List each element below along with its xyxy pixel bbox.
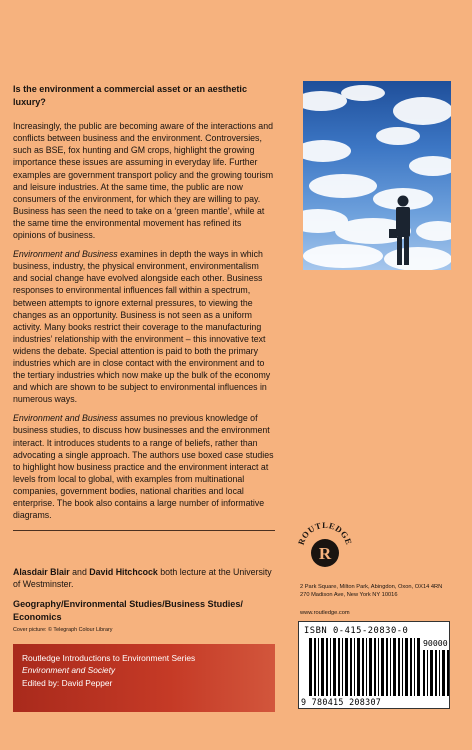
series-name: Routledge Introductions to Environment Series <box>22 653 196 663</box>
blurb-paragraph-3-text: assumes no previous knowledge of business studies, to discuss how businesses and the environment interact. It introduces students to a range of beliefs, rather than advocating a single approach. The authors use boxed case studies to highlight how business practice and the environment interact at levels from local to global, with examples from multinational companies, government bodies, national charities and local enterprise. The book also contains a large number of informative diagrams. <box>13 413 274 521</box>
publisher-address-us: 270 Madison Ave, New York NY 10016 <box>300 592 398 599</box>
barcode-bar <box>439 650 440 696</box>
barcode-bar <box>374 638 376 696</box>
barcode-bar <box>330 638 331 696</box>
blurb-paragraph-1: Increasingly, the public are becoming aware of the interactions and conflicts between business and the environment. Controversies, such as BSE, fox hunting and GM crops, highlight the growing importance these issues are assuming in everyday life. Further examples are government transport policy and the growing tourism and leisure industries. At the same time, the public are now consumers of the environment, for which they are willing to pay. Business has seen the need to take on a ‘green mantle’, while at the same time the environmental movement has refined its opinions of business. <box>13 121 274 241</box>
publisher-website: www.routledge.com <box>300 610 350 617</box>
barcode-bar <box>398 638 400 696</box>
barcode-bar <box>342 638 343 696</box>
barcode-bar <box>390 638 391 696</box>
cover-photo <box>303 81 451 270</box>
blurb-paragraph-2-text: examines in depth the ways in which business, industry, the physical environment, environmentalism and social change have evolved alongside each other. Business responses to environmental influences fall within a spectrum, between attempts to ignore external pressures, to viewing the changes as an opportunity. Business is not seen as a uniform activity. Many books restrict their coverage to the manufacturing industries’ relationship with the environment – this innovative text widens the debate. Special attention is paid to both the primary industries which are in close contact with the environment and to the tertiary industries which now make up the bulk of the economy and which are shown to be subject to environmental influences in numerous ways. <box>13 249 271 405</box>
barcode-bar <box>381 638 384 696</box>
barcode-bar <box>338 638 340 696</box>
sky-clouds-image <box>303 81 451 270</box>
author-name-1: Alasdair Blair <box>13 567 70 577</box>
barcode-bar <box>414 638 415 696</box>
barcode-box <box>298 621 450 709</box>
barcode-bar <box>442 650 445 696</box>
barcode-bar <box>378 638 379 696</box>
barcode-bar <box>386 638 388 696</box>
blurb-paragraph-2 <box>13 248 275 405</box>
logo-letter: R <box>318 544 332 563</box>
barcode-bar <box>333 638 336 696</box>
back-cover-blurb <box>13 83 275 531</box>
barcode-bar <box>430 650 433 696</box>
author-bio-text: both lecture at the University of Westminster. <box>13 567 272 590</box>
barcode-bar <box>314 638 316 696</box>
barcode-bar <box>354 638 355 696</box>
isbn-text: ISBN 0-415-20830-0 <box>304 626 409 636</box>
subject-categories: Geography/Environmental Studies/Business Studies/ Economics <box>13 599 243 622</box>
barcode-bar <box>369 638 372 696</box>
barcode-bar <box>405 638 408 696</box>
divider <box>13 530 275 531</box>
routledge-logo <box>294 519 356 581</box>
ean-number: 9 780415 208307 <box>301 697 382 707</box>
publisher-address-uk: 2 Park Square, Milton Park, Abingdon, Oxon, OX14 4RN <box>300 584 443 590</box>
barcode-bar <box>309 638 312 696</box>
barcode-bar <box>427 650 428 696</box>
barcode-bar <box>345 638 348 696</box>
series-subtitle: Environment and Society <box>22 665 116 676</box>
author-block <box>13 566 275 633</box>
barcode-bar <box>366 638 367 696</box>
barcode-bar <box>362 638 364 696</box>
series-editor: Edited by: David Pepper <box>22 677 113 688</box>
barcode-bar <box>321 638 324 696</box>
barcode-bar <box>417 638 420 696</box>
author-conjunction: and <box>69 567 90 577</box>
barcode-bar <box>357 638 360 696</box>
barcode-bar <box>447 650 449 696</box>
book-title: Environment and Business <box>13 249 118 260</box>
ean-barcode <box>309 638 421 696</box>
barcode-bar <box>350 638 352 696</box>
barcode-bar <box>326 638 328 696</box>
blurb-paragraph-3 <box>13 412 275 521</box>
logo-wordmark: ROUTLEDGE <box>295 519 355 547</box>
cover-credit: Cover picture: © Telegraph Colour Library <box>13 627 113 633</box>
series-box <box>13 644 275 712</box>
publisher-info <box>300 583 462 618</box>
barcode-bar <box>423 650 425 696</box>
blurb-heading: Is the environment a commercial asset or an aesthetic luxury? <box>13 84 248 107</box>
book-title: Environment and Business <box>13 413 118 424</box>
author-name-2: David Hitchcock <box>89 567 158 577</box>
barcode-bar <box>410 638 412 696</box>
barcode-bar <box>318 638 319 696</box>
barcode-bar <box>393 638 396 696</box>
barcode-bar <box>435 650 437 696</box>
price-barcode <box>423 650 449 696</box>
price-code: 90000 <box>423 638 448 648</box>
author-bio <box>13 566 275 590</box>
barcode-bar <box>402 638 403 696</box>
